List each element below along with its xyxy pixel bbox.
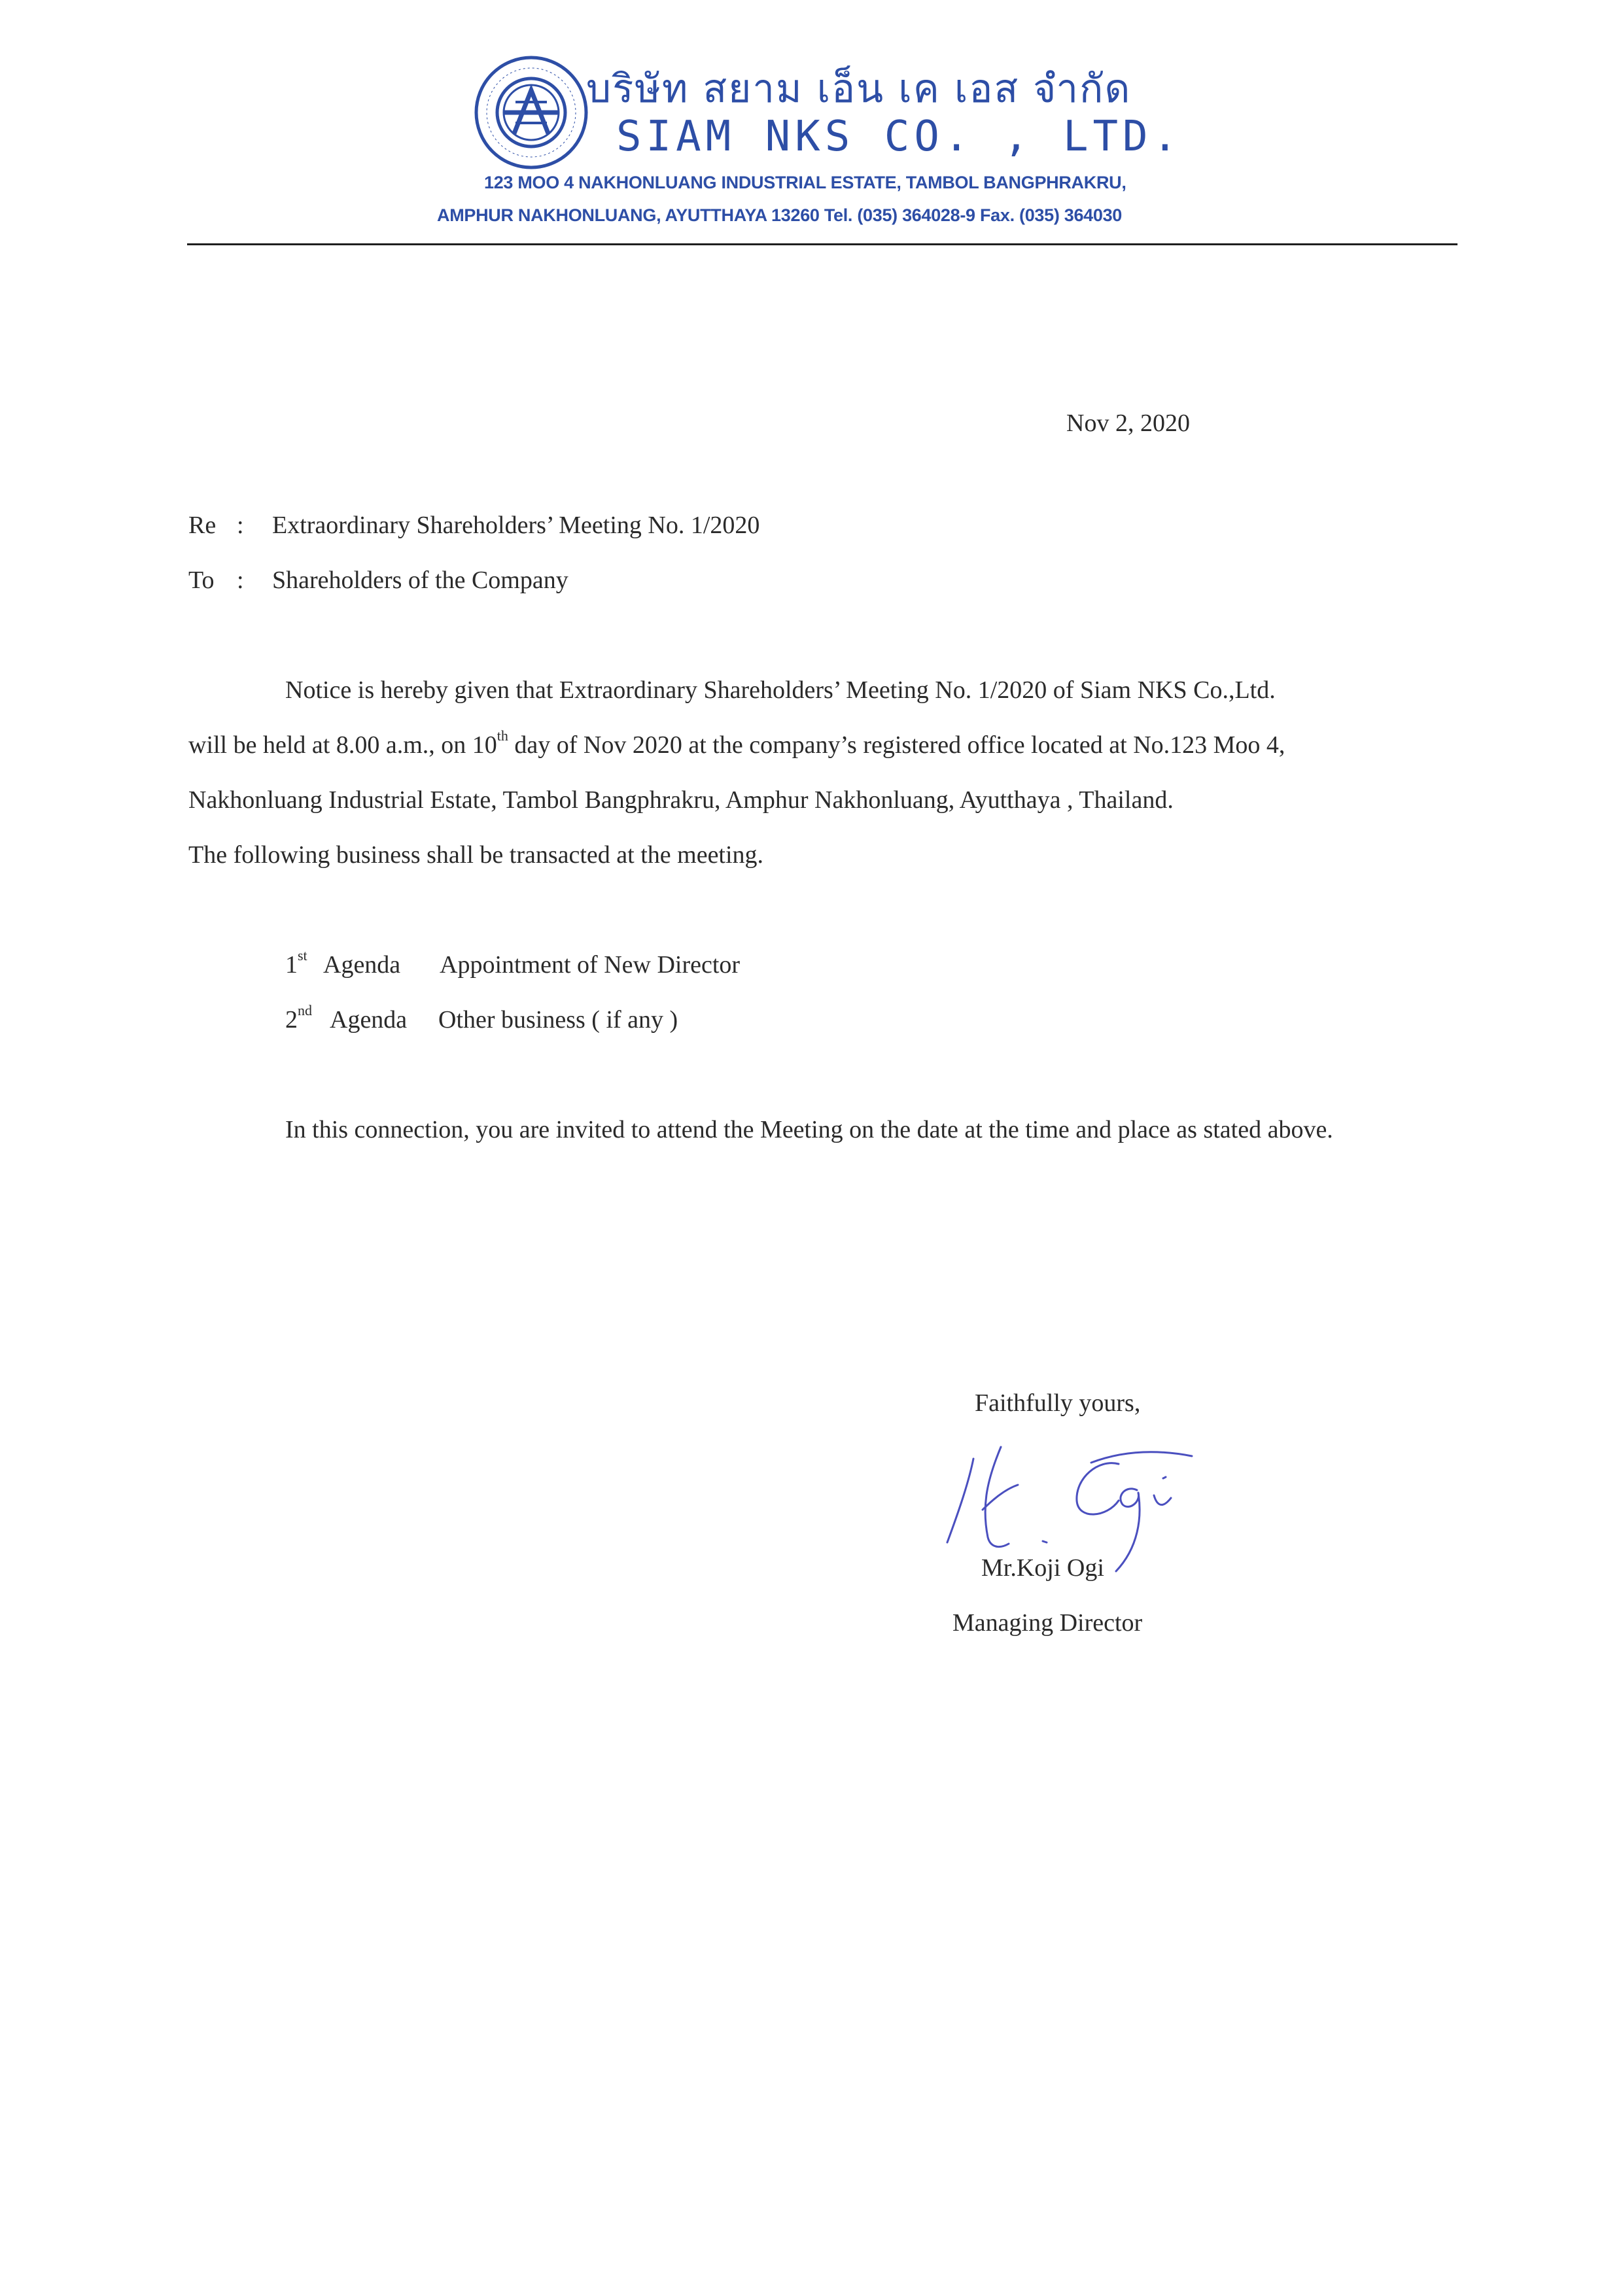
agenda-number: 1st — [285, 947, 307, 979]
notice-line-3: Nakhonluang Industrial Estate, Tambol Bangphrakru, Amphur Nakhonluang, Ayutthaya , Thailand. — [188, 786, 1174, 814]
company-seal-logo-icon — [472, 54, 590, 171]
agenda-word: Agenda — [323, 951, 401, 979]
to-colon: : — [237, 566, 244, 594]
company-name-english: SIAM NKS CO. , LTD. — [616, 113, 1183, 161]
ordinal-suffix: th — [497, 727, 508, 744]
to-label: To — [188, 566, 215, 594]
address-line-1: 123 MOO 4 NAKHONLUANG INDUSTRIAL ESTATE, TAMBOL BANGPHRAKRU, — [484, 173, 1126, 192]
agenda-text: Other business ( if any ) — [438, 1006, 678, 1034]
company-name-thai: บริษัท สยาม เอ็น เค เอส จำกัด — [586, 66, 1132, 112]
invitation-sentence: In this connection, you are invited to attend the Meeting on the date at the time and place as stated above. — [285, 1116, 1333, 1143]
notice-line-4: The following business shall be transacted at the meeting. — [188, 841, 764, 869]
re-label: Re — [188, 512, 217, 539]
letter-date: Nov 2, 2020 — [1066, 409, 1190, 437]
notice-line-1: Notice is hereby given that Extraordinary Shareholders’ Meeting No. 1/2020 of Siam NKS Co.,Ltd. — [285, 676, 1276, 704]
notice-line-2-end: day of Nov 2020 at the company’s registered office located at No.123 Moo 4, — [508, 731, 1285, 759]
notice-line-2 — [188, 727, 1285, 759]
re-subject: Extraordinary Shareholders’ Meeting No. 1/2020 — [272, 512, 760, 539]
agenda-word: Agenda — [330, 1006, 408, 1034]
letterhead-divider — [187, 243, 1457, 245]
agenda-number: 2nd — [285, 1002, 312, 1034]
agenda-text: Appointment of New Director — [440, 951, 741, 979]
re-colon: : — [237, 512, 244, 539]
signer-name: Mr.Koji Ogi — [981, 1554, 1104, 1582]
closing-salutation: Faithfully yours, — [975, 1389, 1141, 1417]
signer-title: Managing Director — [952, 1609, 1143, 1637]
notice-line-2-start: will be held at 8.00 a.m., on 10 — [188, 731, 497, 759]
address-line-2: AMPHUR NAKHONLUANG, AYUTTHAYA 13260 Tel. (035) 364028-9 Fax. (035) 364030 — [437, 205, 1123, 225]
to-recipient: Shareholders of the Company — [272, 566, 568, 594]
